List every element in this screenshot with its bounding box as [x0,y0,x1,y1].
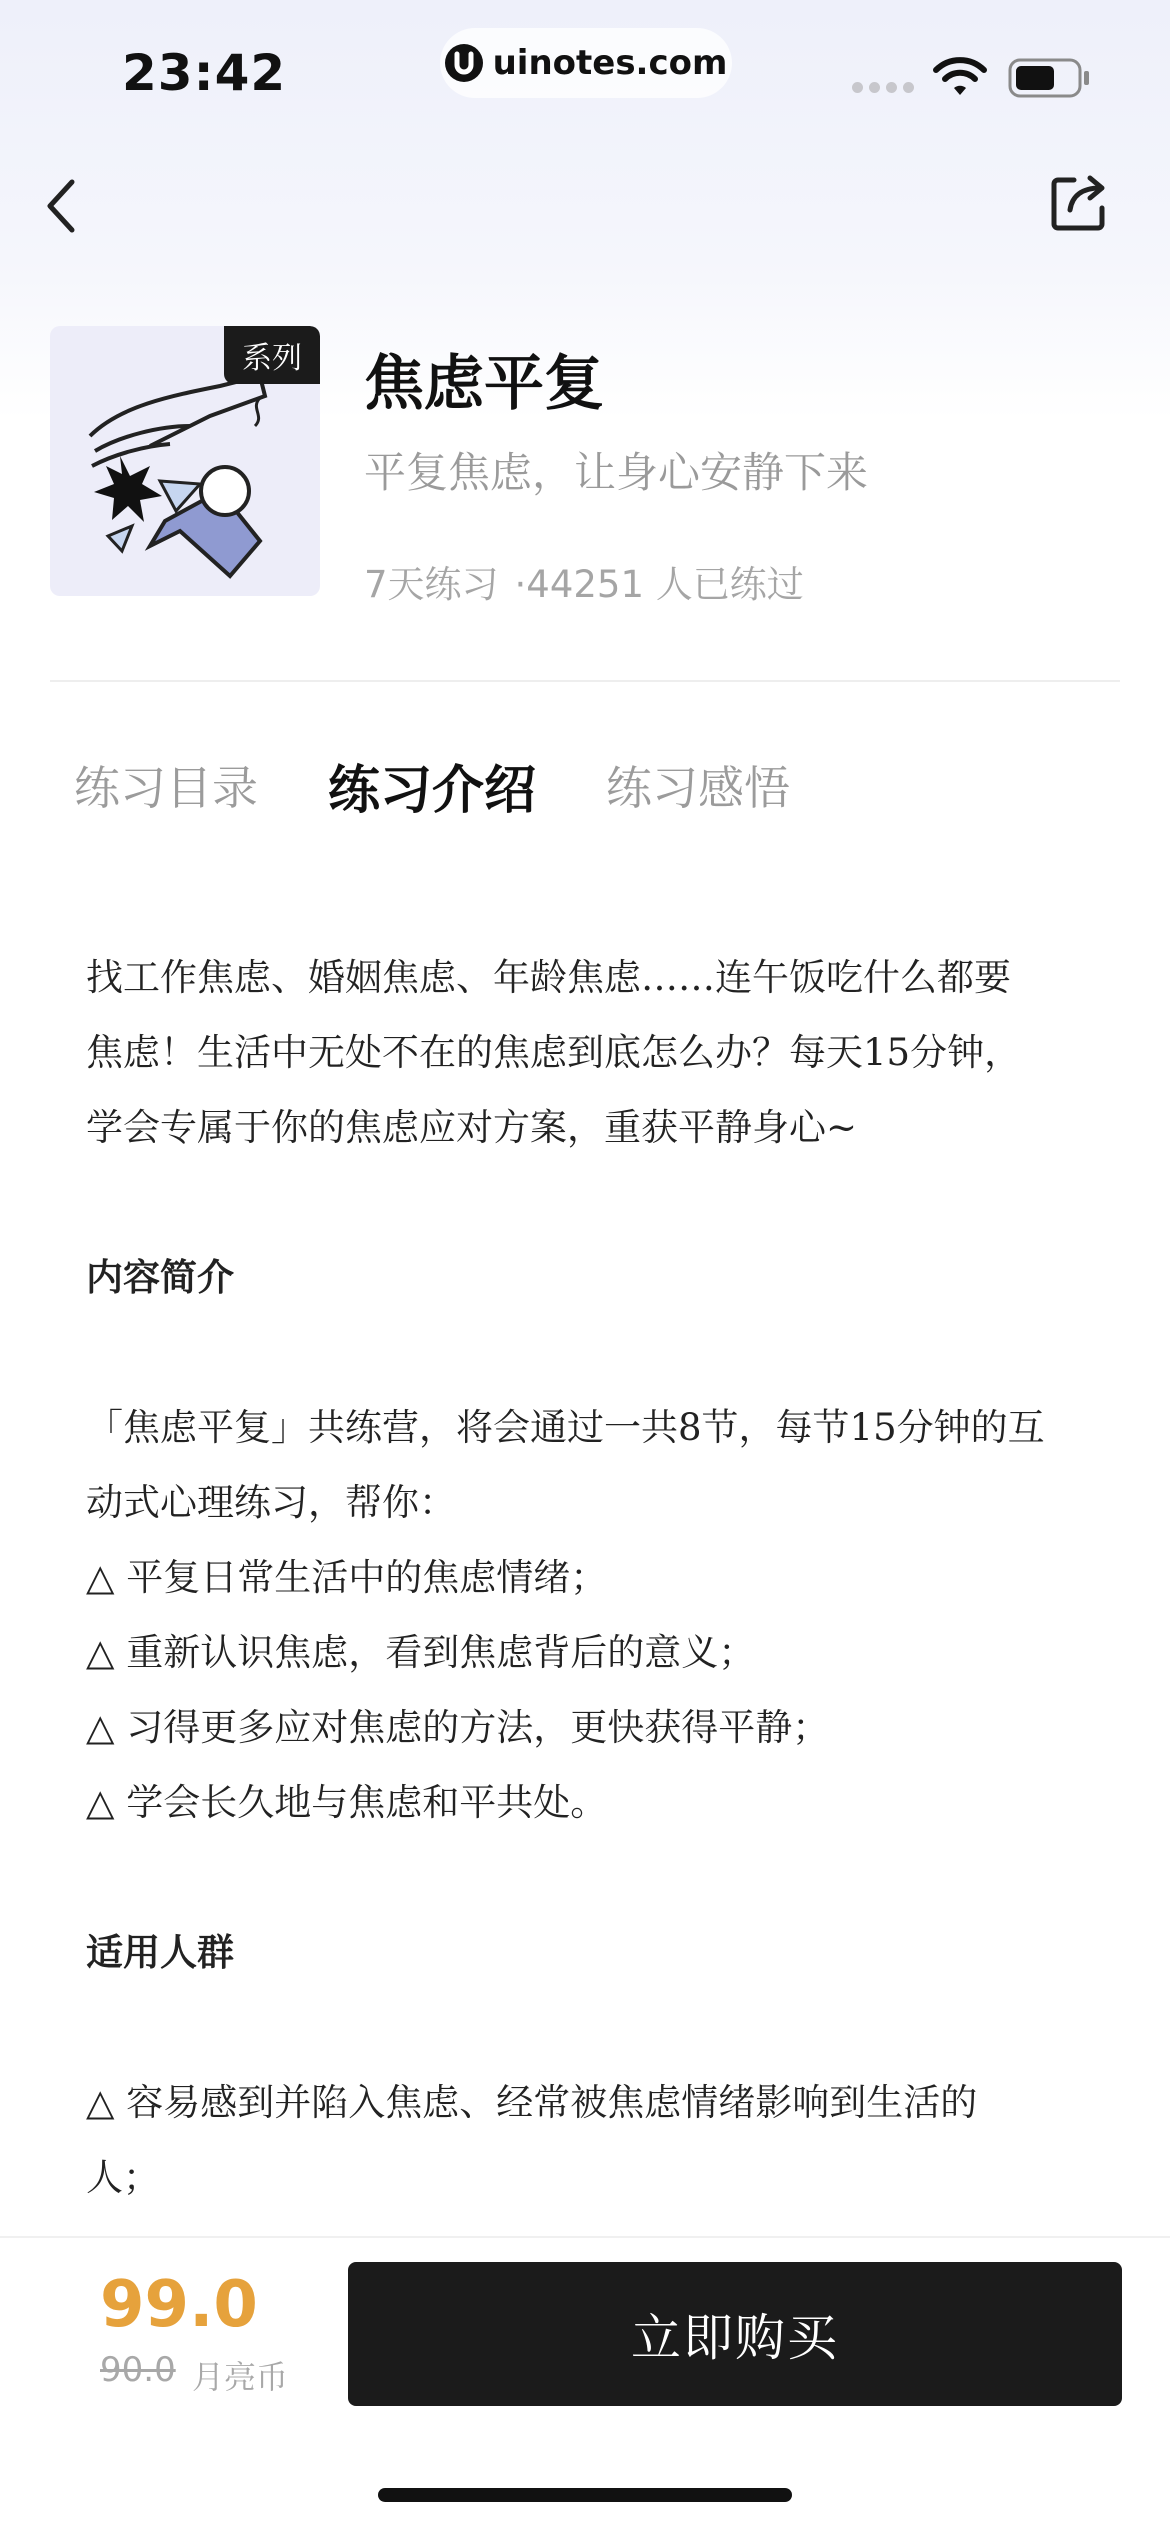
audience-line: 人； [86,2156,160,2199]
url-text: uinotes.com [492,43,728,83]
content-line: △ 重新认识焦虑，看到焦虑背后的意义； [86,1631,756,1674]
content-line: △ 习得更多应对焦虑的方法，更快获得平静； [86,1706,830,1749]
course-title: 焦虑平复 [364,349,604,419]
series-badge: 系列 [224,326,320,384]
header-divider [50,680,1120,682]
audience-line: △ 容易感到并陷入焦虑、经常被焦虑情绪影响到生活的 [86,2081,978,2124]
buy-now-button[interactable]: 立即购买 [348,2262,1122,2406]
section-heading-content: 内容简介 [86,1256,234,1299]
course-cover-image[interactable] [50,326,320,596]
intro-line: 焦虑！生活中无处不在的焦虑到底怎么办？每天15分钟， [86,1031,1022,1074]
tab-reflections[interactable]: 练习感悟 [606,761,790,815]
url-pill[interactable] [440,28,732,98]
price-unit: 月亮币 [192,2358,289,2396]
cellular-signal-icon [852,82,914,93]
original-price: 90.0 [100,2350,176,2390]
back-button[interactable] [40,176,84,236]
tab-introduction[interactable]: 练习介绍 [328,761,537,821]
practice-days: 7天练习 [364,563,499,606]
course-subtitle: 平复焦虑，让身心安静下来 [364,448,869,497]
current-price: 99.0 [100,2268,258,2342]
tab-catalog[interactable]: 练习目录 [74,761,258,815]
chevron-left-icon [40,176,84,236]
home-indicator[interactable] [378,2488,792,2502]
content-line: 「焦虑平复」共练营，将会通过一共8节，每节15分钟的互 [86,1406,1045,1449]
wifi-icon [932,56,988,102]
course-stats [364,554,804,608]
share-button[interactable] [1048,170,1110,234]
site-logo-icon [445,44,483,82]
share-icon [1048,170,1110,234]
content-line: △ 平复日常生活中的焦虑情绪； [86,1556,608,1599]
section-heading-audience: 适用人群 [86,1931,234,1974]
status-time: 23:42 [122,44,287,102]
content-line: 动式心理练习，帮你： [86,1481,456,1524]
intro-line: 找工作焦虑、婚姻焦虑、年龄焦虑……连午饭吃什么都要 [86,956,1011,999]
content-line: △ 学会长久地与焦虑和平共处。 [86,1781,608,1824]
intro-line: 学会专属于你的焦虑应对方案，重获平静身心~ [86,1106,858,1149]
practiced-count: ·44251 人已练过 [514,563,804,606]
battery-icon [1008,58,1092,102]
introduction-content [86,940,1086,2215]
